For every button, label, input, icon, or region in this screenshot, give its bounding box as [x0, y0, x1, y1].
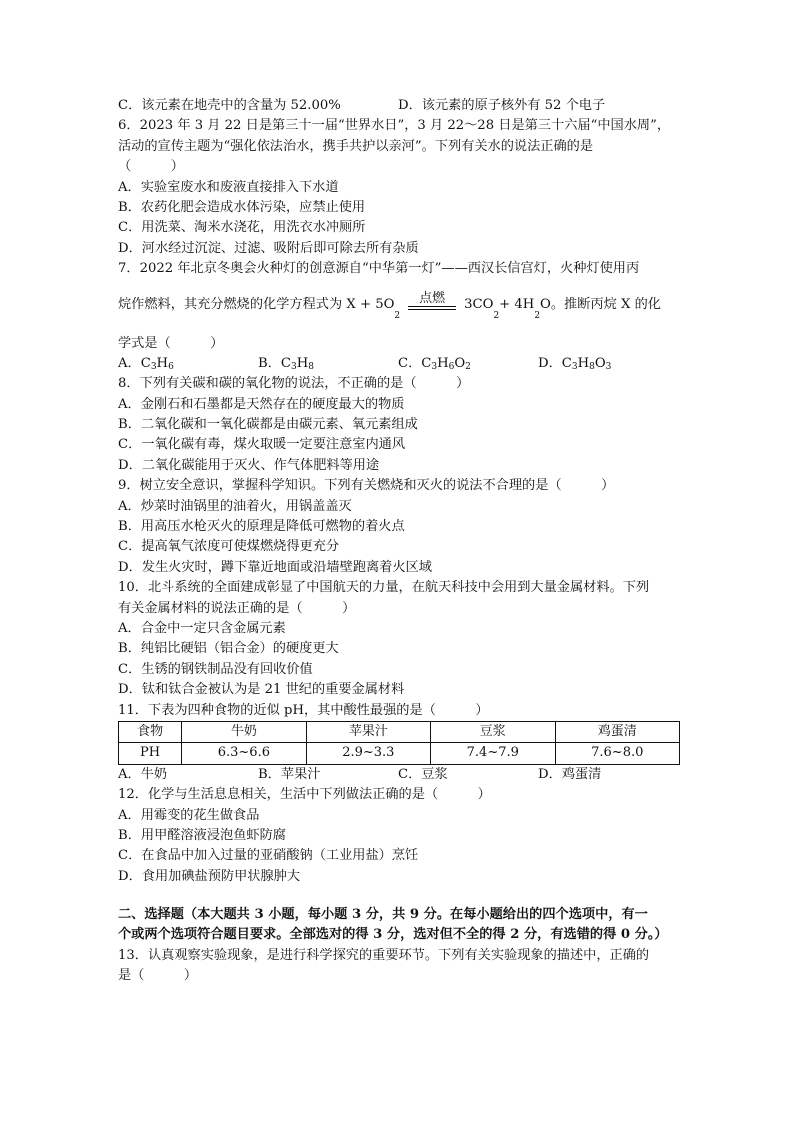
q7-option-a: A．$C_3H_6$ [118, 355, 174, 372]
q7-eq-h2o: + 4H [499, 297, 535, 313]
q10-option-c: C．生锈的钢铁制品没有回收价值 [118, 661, 313, 677]
q7-reaction-arrow [408, 291, 456, 316]
q12-option-b: B．用甲醛溶液浸泡鱼虾防腐 [118, 827, 286, 843]
q9-option-a: A．炒菜时油锅里的油着火，用锅盖盖灭 [118, 498, 352, 514]
q13-stem-2: 是（ ） [118, 968, 198, 984]
q8-option-d: D．二氧化碳能用于灭火、作气体肥料等用途 [118, 457, 380, 473]
q10-option-a: A．合金中一定只含金属元素 [118, 620, 286, 636]
q11-option-c: C．豆浆 [398, 766, 448, 782]
q8-option-c: C．一氧化碳有毒，煤火取暖一定要注意室内通风 [118, 437, 406, 453]
q10-option-d: D．钛和钛合金被认为是 21 世纪的重要金属材料 [118, 682, 405, 698]
q11-option-a: A．牛奶 [118, 766, 168, 782]
ph-table [118, 721, 680, 765]
ph-table-header-row [119, 721, 680, 742]
exam-page [118, 96, 680, 987]
q8-option-b: B．二氧化碳和一氧化碳都是由碳元素、氧元素组成 [118, 417, 418, 433]
q12-option-d: D．食用加碘盐预防甲状腺肿大 [118, 868, 301, 884]
q6-option-d: D．河水经过沉淀、过滤、吸附后即可除去所有杂质 [118, 240, 419, 256]
q6-stem-1: 6．2023 年 3 月 22 日是第三十一届“世界水日”，3 月 22～28 日是第三十六届“中国水周”， [118, 118, 671, 134]
q7-option-d: D．$C_3H_8O_3$ [538, 355, 612, 372]
section2-heading-1: 二、选择题（本大题共 3 小题，每小题 3 分，共 9 分。在每小题给出的四个选项中，有一 [118, 907, 648, 923]
q6-option-b: B．农药化肥会造成水体污染，应禁止使用 [118, 199, 366, 215]
q11-options [118, 765, 680, 785]
q5-option-c: C．该元素在地壳中的含量为 52.00% [118, 98, 341, 113]
table-cell: 苹果汁 [306, 721, 430, 742]
q11-stem: 11．下表为四种食物的近似 pH，其中酸性最强的是（ ） [118, 702, 489, 718]
table-cell: 6.3~6.6 [182, 743, 306, 764]
table-cell: 食物 [119, 721, 182, 742]
q11-option-b: B．苹果汁 [258, 766, 321, 782]
q7-eq-condition: 点燃 [419, 290, 446, 306]
table-cell: 7.6~8.0 [555, 743, 680, 764]
table-cell: 鸡蛋清 [555, 721, 680, 742]
q9-option-b: B．用高压水枪灭火的原理是降低可燃物的着火点 [118, 519, 405, 535]
table-cell: PH [119, 743, 182, 764]
q6-blank: （ ） [118, 159, 184, 175]
table-cell: 牛奶 [182, 721, 306, 742]
section2-heading-2: 个或两个选项符合题目要求。全部选对的得 3 分，选对但不全的得 2 分，有选错的得 0 分。） [118, 927, 668, 943]
q10-stem-1: 10．北斗系统的全面建成彰显了中国航天的力量，在航天科技中会用到大量金属材料。下列 [118, 580, 650, 596]
q9-stem: 9．树立安全意识，掌握科学知识。下列有关燃烧和灭火的说法不合理的是（ ） [118, 478, 615, 494]
equals-sign-icon [408, 306, 456, 310]
table-cell: 豆浆 [431, 721, 555, 742]
table-cell: 2.9~3.3 [306, 743, 430, 764]
q7-eq-products: 3CO [464, 297, 494, 313]
q8-option-a: A．金刚石和石墨都是天然存在的硬度最大的物质 [118, 396, 405, 412]
q6-stem-2: 活动的宣传主题为“强化依法治水，携手共护以亲河”。下列有关水的说法正确的是 [118, 138, 594, 154]
q6-option-a: A．实验室废水和废液直接排入下水道 [118, 179, 339, 195]
table-cell: 7.4~7.9 [431, 743, 555, 764]
q12-option-a: A．用霉变的花生做食品 [118, 807, 260, 823]
q6-option-c: C．用洗菜、淘米水浇花，用洗衣水冲厕所 [118, 220, 366, 236]
q10-option-b: B．纯铝比硬铝（铝合金）的硬度更大 [118, 641, 339, 657]
q7-stem-1: 7．2022 年北京冬奥会火种灯的创意源自“中华第一灯”——西汉长信宫灯，火种灯使用丙 [118, 261, 640, 277]
q7-stem-3: 学式是（ ） [118, 335, 224, 351]
q8-stem: 8．下列有关碳和碳的氧化物的说法，不正确的是（ ） [118, 376, 470, 392]
q7-eq-suffix: O。推断丙烷 X 的化 [540, 297, 661, 313]
q7-equation-line: 烷作燃料，其充分燃烧的化学方程式为 X + 5O 2 点燃 3CO 2 + 4H 2 O。推断丙烷 X 的化 [118, 290, 661, 321]
q7-option-c: C．$C_3H_6O_2$ [398, 355, 471, 372]
q9-option-c: C．提高氧气浓度可使煤燃烧得更充分 [118, 539, 340, 555]
q5-options-cd [118, 96, 680, 116]
q12-stem: 12．化学与生活息息相关，生活中下列做法正确的是（ ） [118, 787, 491, 803]
ph-table-value-row [119, 743, 680, 764]
q5-option-d: D．该元素的原子核外有 52 个电子 [398, 98, 606, 113]
q7-options [118, 354, 680, 374]
q7-eq-prefix: 烷作燃料，其充分燃烧的化学方程式为 X + 5O [118, 297, 395, 313]
q7-option-b: B．$C_3H_8$ [258, 355, 314, 372]
q12-option-c: C．在食品中加入过量的亚硝酸钠（工业用盐）烹饪 [118, 848, 419, 864]
q13-stem-1: 13．认真观察实验现象，是进行科学探究的重要环节。下列有关实验现象的描述中，正确的 [118, 947, 650, 963]
q11-option-d: D．鸡蛋清 [538, 766, 602, 782]
q10-stem-2: 有关金属材料的说法正确的是（ ） [118, 600, 356, 616]
q9-option-d: D．发生火灾时，蹲下靠近地面或沿墙壁跑离着火区域 [118, 559, 432, 575]
